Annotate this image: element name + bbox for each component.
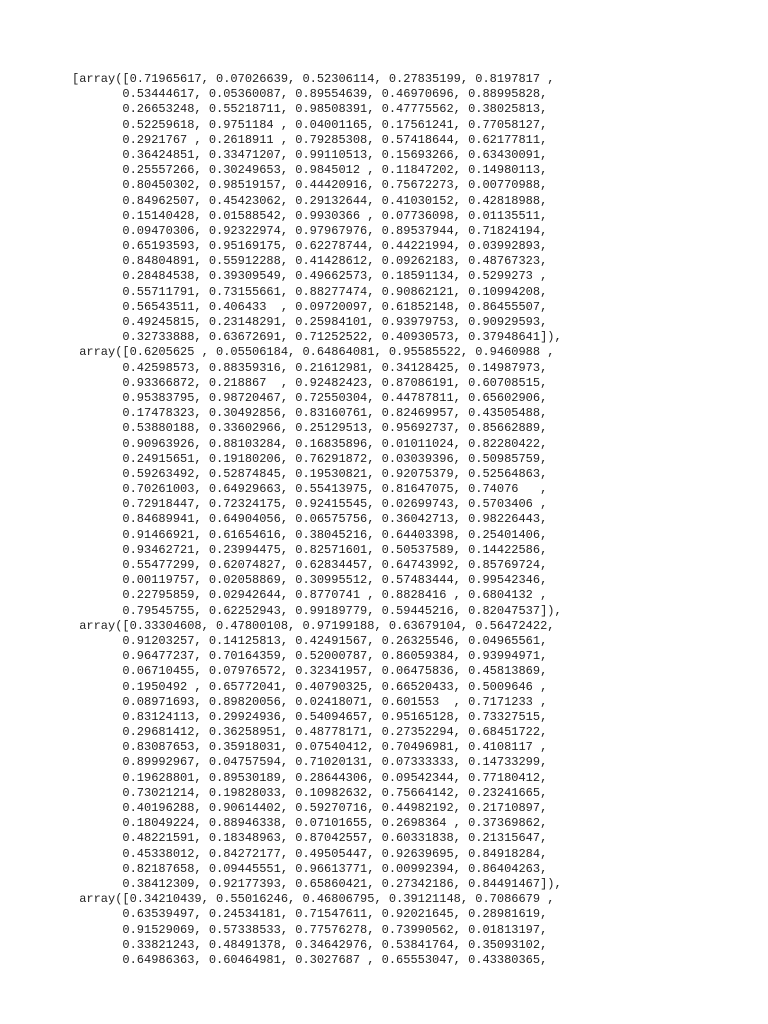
output-line: 0.84689941, 0.64904056, 0.06575756, 0.36042713, 0.98226443, (72, 512, 548, 527)
output-line: 0.70261003, 0.64929663, 0.55413975, 0.81647075, 0.74076 , (72, 482, 548, 497)
output-line: 0.26653248, 0.55218711, 0.98508391, 0.47775562, 0.38025813, (72, 102, 548, 117)
output-line: 0.65193593, 0.95169175, 0.62278744, 0.44221994, 0.03992893, (72, 239, 548, 254)
array-output-text (72, 72, 562, 968)
output-line: 0.90963926, 0.88103284, 0.16835896, 0.01011024, 0.82280422, (72, 436, 548, 451)
output-line: 0.08971693, 0.89820056, 0.02418071, 0.601553 , 0.7171233 , (72, 694, 548, 709)
output-line: 0.52259618, 0.9751184 , 0.04001165, 0.17561241, 0.77058127, (72, 117, 548, 132)
output-line: 0.79545755, 0.62252943, 0.99189779, 0.59445216, 0.82047537]), (72, 603, 562, 618)
output-line: 0.55477299, 0.62074827, 0.62834457, 0.64743992, 0.85769724, (72, 558, 548, 572)
output-line: 0.93366872, 0.218867 , 0.92482423, 0.87086191, 0.60708515, (72, 375, 548, 390)
output-line: 0.09470306, 0.92322974, 0.97967976, 0.89537944, 0.71824194, (72, 223, 548, 238)
output-line: 0.80450302, 0.98519157, 0.44420916, 0.75672273, 0.00770988, (72, 178, 548, 193)
output-line: 0.15140428, 0.01588542, 0.9930366 , 0.07736098, 0.01135511, (72, 208, 548, 223)
output-line: 0.1950492 , 0.65772041, 0.40790325, 0.66520433, 0.5009646 , (72, 679, 548, 694)
output-line: 0.28484538, 0.39309549, 0.49662573, 0.18591134, 0.5299273 , (72, 269, 548, 284)
output-line: 0.24915651, 0.19180206, 0.76291872, 0.03039396, 0.50985759, (72, 451, 548, 466)
output-line: 0.84804891, 0.55912288, 0.41428612, 0.09262183, 0.48767323, (72, 254, 548, 269)
output-line: 0.38412309, 0.92177393, 0.65860421, 0.27342186, 0.84491467]), (72, 876, 562, 891)
output-line: [array([0.71965617, 0.07026639, 0.52306114, 0.27835199, 0.8197817 , (72, 72, 555, 86)
output-line: 0.89992967, 0.04757594, 0.71020131, 0.07333333, 0.14733299, (72, 755, 548, 770)
output-line: 0.18049224, 0.88946338, 0.07101655, 0.2698364 , 0.37369862, (72, 816, 548, 831)
output-line: 0.53444617, 0.05360087, 0.89554639, 0.46970696, 0.88995828, (72, 87, 548, 102)
output-line: 0.64986363, 0.60464981, 0.3027687 , 0.65553047, 0.43380365, (72, 952, 548, 967)
output-line: 0.56543511, 0.406433 , 0.09720097, 0.61852148, 0.86455507, (72, 299, 548, 314)
output-line: 0.40196288, 0.90614402, 0.59270716, 0.44982192, 0.21710897, (72, 801, 548, 815)
output-line: 0.42598573, 0.88359316, 0.21612981, 0.34128425, 0.14987973, (72, 360, 548, 375)
output-line: 0.59263492, 0.52874845, 0.19530821, 0.92075379, 0.52564863, (72, 466, 548, 481)
output-line: 0.73021214, 0.19828033, 0.10982632, 0.75664142, 0.23241665, (72, 785, 548, 800)
output-line: 0.2921767 , 0.2618911 , 0.79285308, 0.57418644, 0.62177811, (72, 132, 548, 147)
output-line: 0.53880188, 0.33602966, 0.25129513, 0.95692737, 0.85662889, (72, 421, 548, 436)
output-line: 0.91529069, 0.57338533, 0.77576278, 0.73990562, 0.01813197, (72, 922, 548, 937)
output-line: 0.45338012, 0.84272177, 0.49505447, 0.92639695, 0.84918284, (72, 846, 548, 861)
output-line: 0.29681412, 0.36258951, 0.48778171, 0.27352294, 0.68451722, (72, 725, 548, 740)
output-line: 0.49245815, 0.23148291, 0.25984101, 0.93979753, 0.90929593, (72, 315, 548, 329)
output-line: 0.91466921, 0.61654616, 0.38045216, 0.64403398, 0.25401406, (72, 527, 548, 542)
output-line: 0.63539497, 0.24534181, 0.71547611, 0.92021645, 0.28981619, (72, 907, 548, 922)
output-line: 0.95383795, 0.98720467, 0.72550304, 0.44787811, 0.65602906, (72, 390, 548, 405)
output-line: 0.19628801, 0.89530189, 0.28644306, 0.09542344, 0.77180412, (72, 770, 548, 785)
output-line: 0.22795859, 0.02942644, 0.8770741 , 0.8828416 , 0.6804132 , (72, 588, 548, 603)
output-line: array([0.6205625 , 0.05506184, 0.64864081, 0.95585522, 0.9460988 , (72, 345, 555, 360)
output-line: array([0.34210439, 0.55016246, 0.46806795, 0.39121148, 0.7086679 , (72, 892, 555, 907)
output-line: 0.72918447, 0.72324175, 0.92415545, 0.02699743, 0.5703406 , (72, 497, 548, 512)
output-line: 0.00119757, 0.02058869, 0.30995512, 0.57483444, 0.99542346, (72, 573, 548, 588)
output-line: 0.32733888, 0.63672691, 0.71252522, 0.40930573, 0.37948641]), (72, 330, 562, 345)
output-line: 0.91203257, 0.14125813, 0.42491567, 0.26325546, 0.04965561, (72, 633, 548, 648)
output-line: 0.55711791, 0.73155661, 0.88277474, 0.90862121, 0.10994208, (72, 284, 548, 299)
output-line: 0.82187658, 0.09445551, 0.96613771, 0.00992394, 0.86404263, (72, 861, 548, 876)
output-line: 0.84962507, 0.45423062, 0.29132644, 0.41030152, 0.42818988, (72, 193, 548, 208)
output-line: 0.83124113, 0.29924936, 0.54094657, 0.95165128, 0.73327515, (72, 709, 548, 724)
output-line: 0.83087653, 0.35918031, 0.07540412, 0.70496981, 0.4108117 , (72, 740, 548, 755)
output-line: 0.06710455, 0.07976572, 0.32341957, 0.06475836, 0.45813869, (72, 664, 548, 679)
output-line: 0.33821243, 0.48491378, 0.34642976, 0.53841764, 0.35093102, (72, 937, 548, 952)
output-line: 0.17478323, 0.30492856, 0.83160761, 0.82469957, 0.43505488, (72, 406, 548, 421)
output-line: array([0.33304608, 0.47800108, 0.97199188, 0.63679104, 0.56472422, (72, 618, 555, 633)
output-line: 0.48221591, 0.18348963, 0.87042557, 0.60331838, 0.21315647, (72, 831, 548, 846)
output-line: 0.93462721, 0.23994475, 0.82571601, 0.50537589, 0.14422586, (72, 542, 548, 557)
output-line: 0.36424851, 0.33471207, 0.99110513, 0.15693266, 0.63430091, (72, 147, 548, 162)
output-line: 0.96477237, 0.70164359, 0.52000787, 0.86059384, 0.93994971, (72, 649, 548, 664)
output-line: 0.25557266, 0.30249653, 0.9845012 , 0.11847202, 0.14980113, (72, 163, 548, 178)
